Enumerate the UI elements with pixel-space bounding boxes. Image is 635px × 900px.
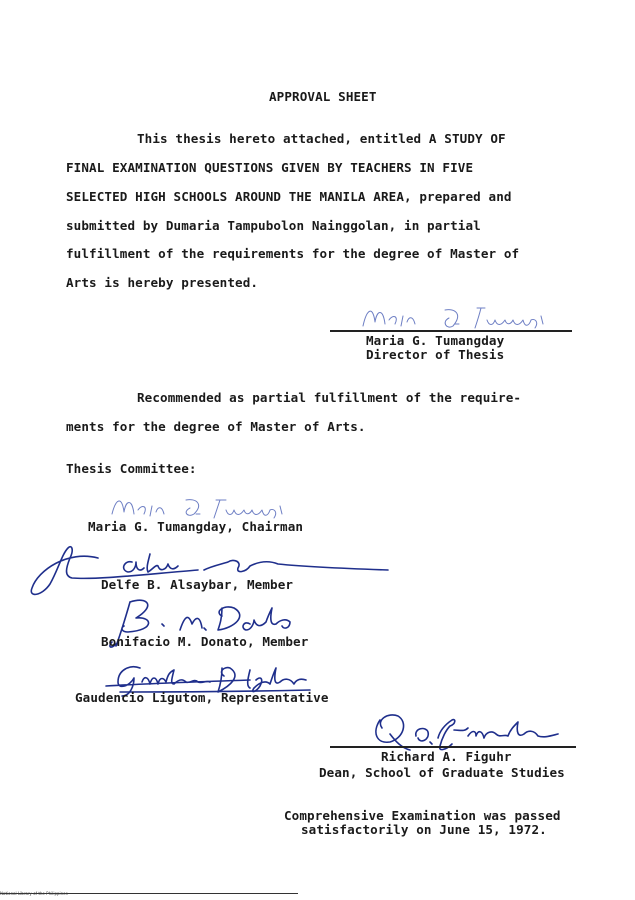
- recommendation-line: ments for the degree of Master of Arts.: [66, 419, 366, 434]
- dean-signature-line: [330, 746, 576, 748]
- chairman-signature-image: [108, 494, 288, 520]
- director-title: Director of Thesis: [366, 347, 505, 362]
- footer-text: National Library of the Philippines: [0, 891, 68, 896]
- page-title: APPROVAL SHEET: [269, 89, 377, 104]
- body-line: Arts is hereby presented.: [66, 275, 259, 290]
- committee-representative: Gaudencio Ligutom, Representative: [75, 690, 329, 705]
- exam-note-line: Comprehensive Examination was passed: [284, 808, 561, 823]
- director-signature-line: [330, 330, 572, 332]
- body-line: FINAL EXAMINATION QUESTIONS GIVEN BY TEACHERS IN FIVE: [66, 160, 474, 175]
- exam-note-line: satisfactorily on June 15, 1972.: [301, 822, 547, 837]
- director-signature-image: [355, 302, 550, 332]
- dean-title: Dean, School of Graduate Studies: [319, 765, 565, 780]
- dean-name: Richard A. Figuhr: [381, 749, 512, 764]
- committee-member: Delfe B. Alsaybar, Member: [101, 577, 294, 592]
- committee-member: Bonifacio M. Donato, Member: [101, 634, 309, 649]
- committee-heading: Thesis Committee:: [66, 461, 197, 476]
- director-name: Maria G. Tumangday: [366, 333, 505, 348]
- recommendation-line: Recommended as partial fulfillment of the require-: [137, 390, 522, 405]
- body-line: SELECTED HIGH SCHOOLS AROUND THE MANILA AREA, prepared and: [66, 189, 512, 204]
- body-line: submitted by Dumaria Tampubolon Nainggolan, in partial: [66, 218, 481, 233]
- committee-chairman: Maria G. Tumangday, Chairman: [88, 519, 304, 534]
- body-line: This thesis hereto attached, entitled A STUDY OF: [137, 131, 506, 146]
- body-line: fulfillment of the requirements for the degree of Master of: [66, 246, 520, 261]
